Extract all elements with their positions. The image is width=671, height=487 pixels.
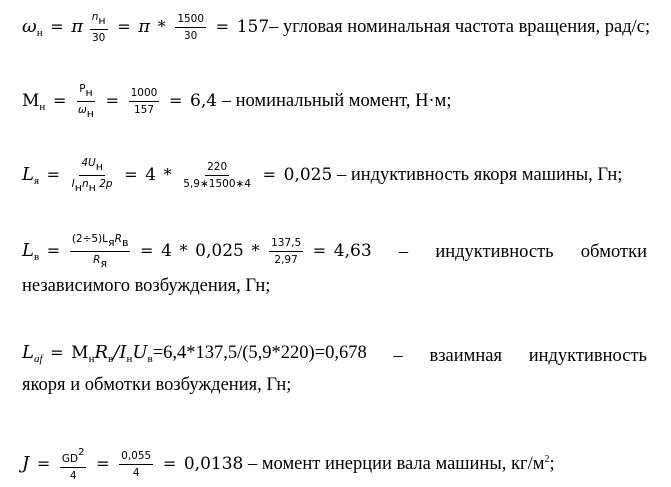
numerator-subscript: в — [121, 236, 129, 249]
denominator-subscript: н — [74, 181, 82, 194]
numerator — [77, 82, 95, 102]
value: 0,025 — [195, 240, 244, 261]
expr-subscript: в — [108, 353, 114, 365]
description-dash: – — [398, 241, 409, 262]
denominator: 157 — [133, 104, 155, 116]
lhs-symbol: L — [22, 342, 34, 363]
denominator — [70, 176, 115, 195]
equals: = — [46, 240, 61, 260]
description-tail: ; — [549, 453, 555, 474]
equals: = — [312, 240, 327, 260]
fraction — [129, 86, 160, 117]
formula-description: – номинальный момент, Н·м; — [221, 90, 452, 111]
description-word: обмотки — [580, 241, 647, 262]
formula-mutual-inductance — [22, 342, 647, 396]
equals: = — [50, 343, 64, 362]
denominator — [76, 102, 96, 121]
formula-nominal-torque — [22, 82, 647, 121]
fraction — [76, 82, 96, 121]
numerator: 220 — [205, 160, 229, 176]
formula-description: – угловая номинальная частота вращения, рад/с; — [269, 16, 651, 37]
multiply: * — [157, 16, 166, 36]
coefficient: 4 — [145, 164, 157, 185]
denominator: 4 — [69, 470, 77, 482]
numerator-symbol: GD — [61, 453, 79, 465]
formula-first-line — [22, 232, 647, 271]
lhs-subscript: н — [36, 26, 43, 39]
numerator — [90, 10, 108, 30]
equals: = — [215, 16, 230, 36]
equals: = — [162, 453, 177, 473]
result-value: 0,025 — [283, 164, 333, 185]
numerator: 1500 — [175, 12, 206, 28]
denominator-subscript: я — [100, 257, 108, 270]
expr-symbol: U — [132, 342, 148, 363]
fraction — [181, 160, 253, 191]
denominator-tail: 2p — [99, 178, 113, 190]
expr-subscript: н — [88, 353, 95, 365]
equals: = — [168, 90, 183, 110]
numerator-subscript: я — [108, 236, 115, 249]
lhs-symbol: ω — [22, 15, 37, 37]
description-continuation: якоря и обмотки возбуждения, Гн; — [22, 375, 292, 395]
denominator — [91, 252, 109, 271]
numerator — [60, 446, 87, 468]
formula-first-line — [22, 342, 647, 370]
equals: = — [50, 16, 64, 36]
equals: = — [262, 164, 277, 184]
pi-symbol: π — [138, 15, 151, 37]
numerator — [79, 156, 105, 176]
formula-description: – момент инерции вала машины, кг/м — [247, 453, 545, 474]
numerator-symbol: n — [91, 11, 99, 23]
fraction — [70, 156, 115, 195]
numerator-symbol: Р — [79, 83, 86, 95]
numerator-subscript: н — [98, 14, 106, 27]
multiply: * — [179, 240, 188, 260]
lhs-symbol: М — [22, 90, 40, 111]
multiply: * — [251, 240, 260, 260]
denominator: 4 — [132, 467, 140, 479]
numerator-expression: 4U — [81, 157, 96, 169]
lhs-symbol: L — [22, 239, 34, 261]
expr-symbol: М — [71, 343, 89, 363]
lhs-subscript: н — [39, 100, 46, 113]
denominator: 5,9∗1500∗4 — [183, 178, 251, 190]
formula-expression — [22, 342, 367, 370]
result-value: 157 — [236, 16, 270, 37]
numerator-subscript: н — [85, 86, 93, 99]
numerator: 0,055 — [119, 449, 153, 465]
result-value: 0,0138 — [183, 453, 244, 474]
pi-symbol: π — [71, 15, 84, 37]
expr-computation: =6,4*137,5/(5,9*220)=0,678 — [152, 343, 367, 363]
result-value: 6,4 — [190, 90, 218, 111]
denominator: 30 — [91, 32, 106, 44]
fraction — [269, 236, 303, 267]
numerator: 137,5 — [269, 236, 303, 252]
equals: = — [96, 453, 110, 473]
fraction — [70, 232, 131, 271]
numerator-superscript: 2 — [78, 447, 85, 458]
numerator-expression: (2÷5)L — [71, 233, 109, 245]
denominator-subscript: н — [86, 107, 94, 120]
denominator-symbol: n — [81, 178, 89, 190]
multiply: * — [163, 164, 172, 184]
formula-angular-frequency — [22, 10, 651, 45]
equals: = — [140, 240, 154, 260]
lhs-subscript: в — [33, 250, 40, 263]
expr-subscript: в — [147, 353, 153, 365]
numerator — [70, 232, 131, 252]
fraction — [119, 449, 153, 480]
equals: = — [124, 164, 138, 184]
denominator-symbol: ω — [77, 104, 87, 116]
expr-symbol: R — [94, 342, 109, 363]
formula-description: – индуктивность якоря машины, Гн; — [336, 164, 623, 185]
description-word: взаимная — [429, 346, 502, 366]
equals: = — [36, 453, 51, 473]
denominator-subscript: н — [88, 181, 96, 194]
description-word: индуктивность — [435, 241, 554, 262]
fraction — [90, 10, 108, 45]
fraction — [60, 446, 87, 483]
lhs-symbol: L — [22, 163, 34, 185]
lhs-subscript: я — [33, 174, 40, 187]
description-continuation: независимого возбуждения, Гн; — [22, 276, 271, 296]
expr-subscript: н — [126, 353, 133, 365]
equals: = — [52, 90, 67, 110]
equals: = — [46, 164, 61, 184]
result-value: 4,63 — [333, 240, 372, 261]
description-word: индуктивность — [528, 346, 647, 366]
description-dash: – — [393, 346, 403, 366]
coefficient: 4 — [161, 240, 172, 261]
formula-expression — [22, 232, 372, 271]
denominator: 2,97 — [274, 254, 298, 266]
denominator-symbol: R — [93, 254, 101, 266]
denominator-symbol: I — [71, 178, 75, 190]
formula-moment-of-inertia — [22, 446, 647, 483]
equals: = — [117, 16, 131, 36]
fraction — [175, 12, 206, 43]
numerator-subscript: н — [95, 160, 103, 173]
formula-armature-inductance — [22, 156, 647, 195]
lhs-symbol: J — [22, 452, 30, 474]
numerator-symbol: R — [114, 233, 122, 245]
expr-symbol: /I — [113, 342, 127, 363]
description-superscript: 2 — [544, 453, 550, 465]
formula-field-inductance — [22, 232, 647, 297]
numerator: 1000 — [129, 86, 160, 102]
denominator: 30 — [183, 30, 198, 42]
equals: = — [105, 90, 119, 110]
lhs-subscript: af — [33, 353, 43, 365]
